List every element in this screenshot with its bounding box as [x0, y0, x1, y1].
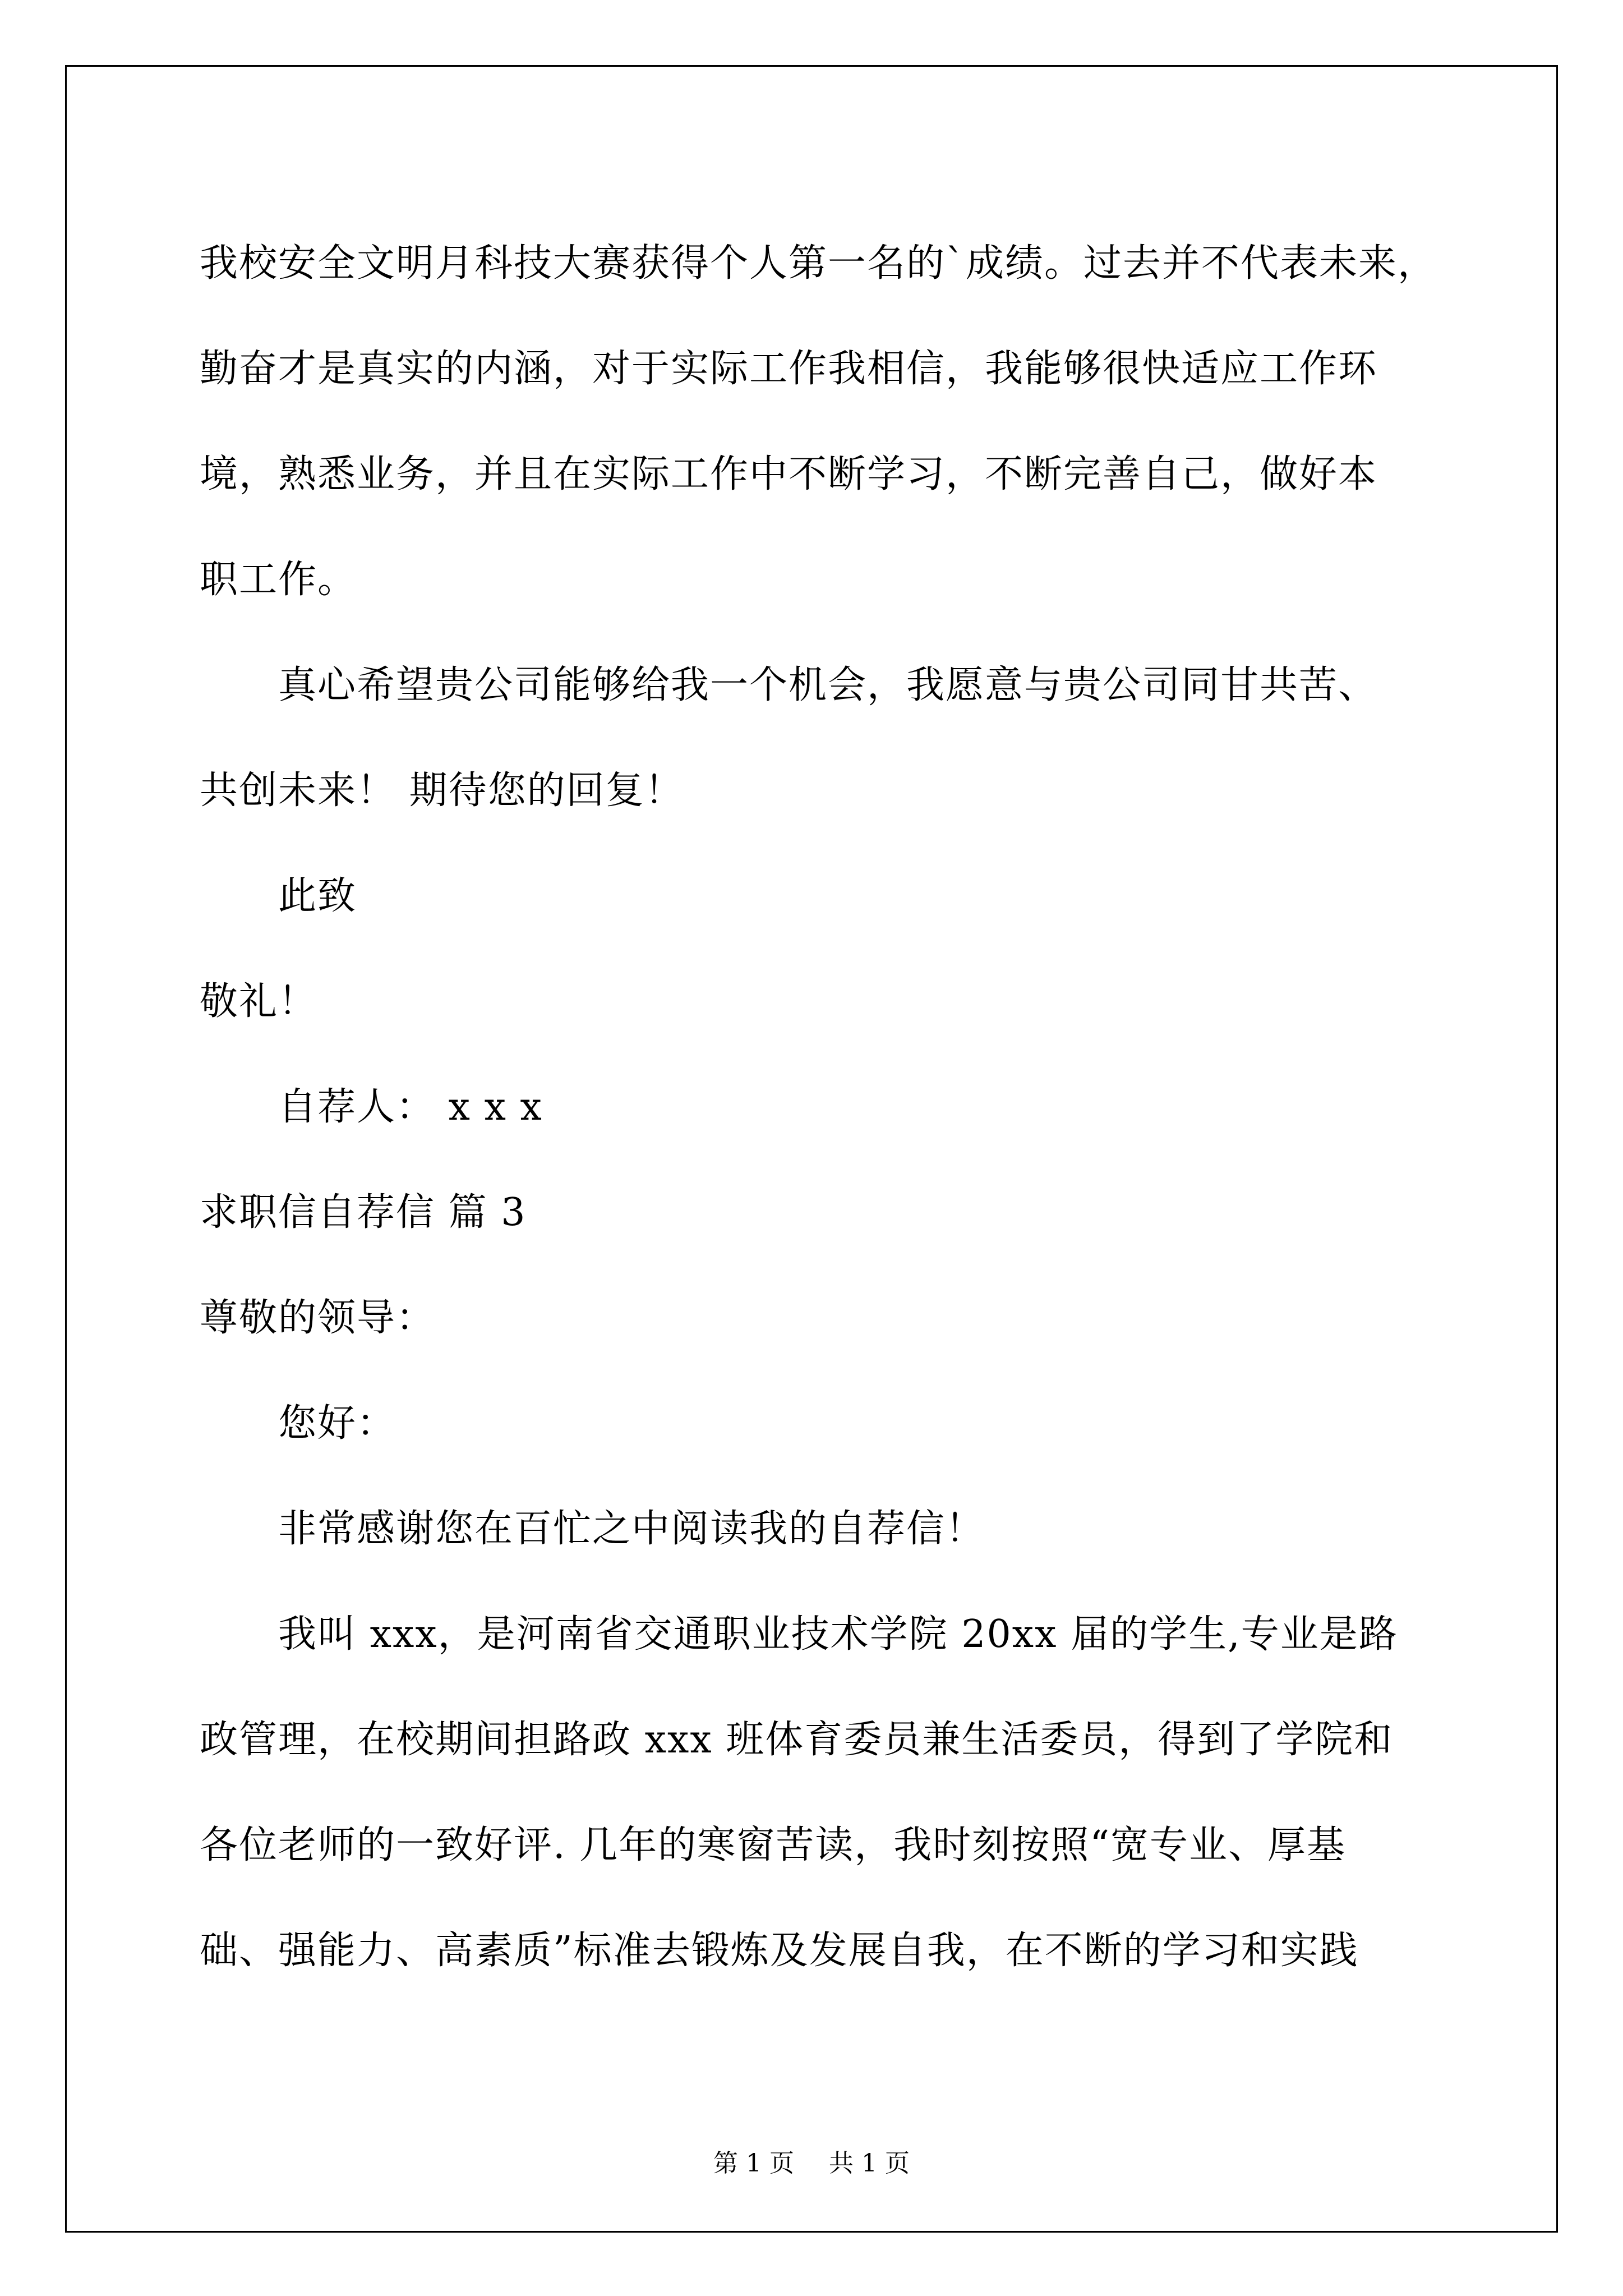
page-total: 共 1 页 — [829, 2149, 910, 2178]
text-line: 我叫 xxx，是河南省交通职业技术学院 20xx 届的学生,专业是路 — [278, 1612, 1398, 1657]
page-footer — [0, 2143, 1623, 2179]
document-body — [200, 211, 1445, 2004]
text-line: 职工作。 — [200, 558, 357, 602]
signature-line: 自荐人： x x x — [278, 1085, 543, 1129]
greeting-line: 您好： — [278, 1401, 396, 1446]
text-line: 政管理，在校期间担路政 xxx 班体育委员兼生活委员，得到了学院和 — [200, 1718, 1394, 1762]
page-number: 第 1 页 — [713, 2149, 794, 2178]
closing-line: 此致 — [278, 874, 357, 918]
text-line: 非常感谢您在百忙之中阅读我的自荐信！ — [278, 1507, 985, 1551]
salutation-line: 敬礼！ — [200, 979, 318, 1024]
text-line: 真心希望贵公司能够给我一个机会，我愿意与贵公司同甘共苦、 — [278, 663, 1378, 707]
text-line: 境，熟悉业务，并且在实际工作中不断学习，不断完善自己，做好本 — [200, 452, 1378, 496]
text-line: 共创未来！ 期待您的回复！ — [200, 769, 684, 813]
text-line: 各位老师的一致好评. 几年的寒窗苦读，我时刻按照“宽专业、厚基 — [200, 1823, 1346, 1867]
section-heading: 求职信自荐信 篇 3 — [200, 1190, 527, 1235]
text-line: 础、强能力、高素质”标准去锻炼及发展自我，在不断的学习和实践 — [200, 1929, 1359, 1973]
text-line: 勤奋才是真实的内涵，对于实际工作我相信，我能够很快适应工作环 — [200, 347, 1378, 391]
text-line: 我校安全文明月科技大赛获得个人第一名的`成绩。过去并不代表未来， — [200, 241, 1437, 286]
greeting-line: 尊敬的领导： — [200, 1296, 436, 1340]
